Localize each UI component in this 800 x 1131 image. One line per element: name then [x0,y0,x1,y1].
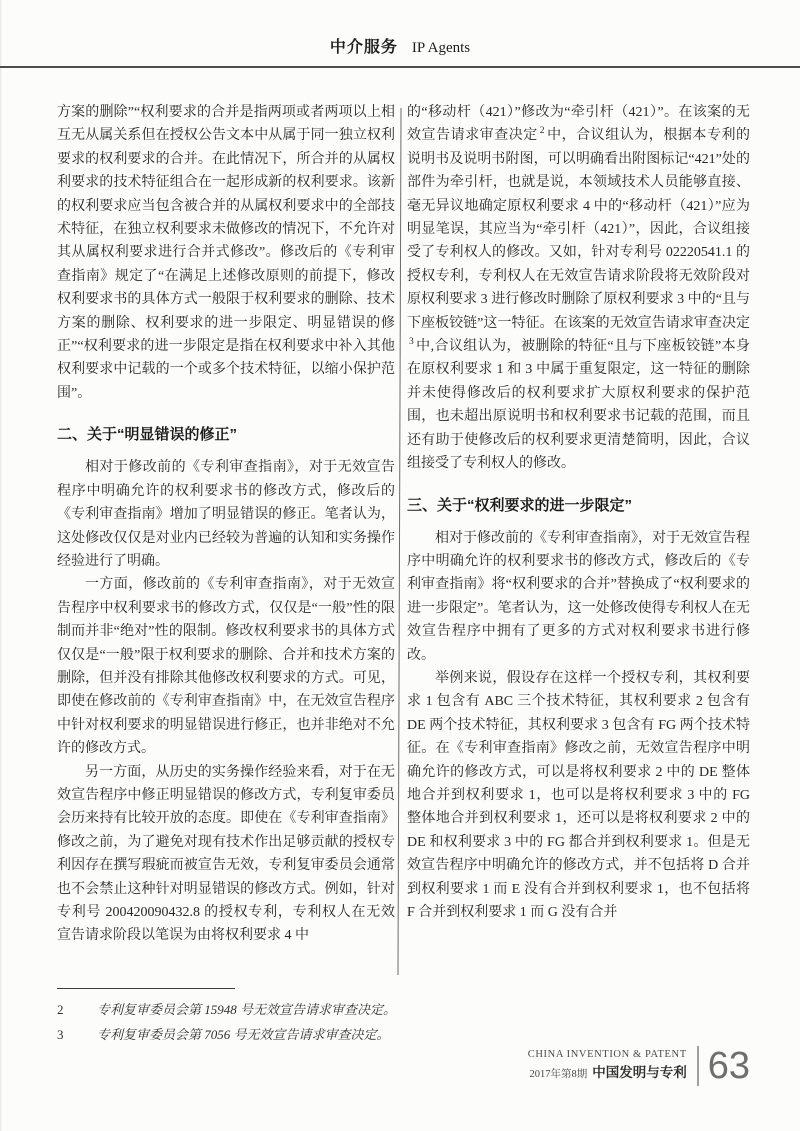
paragraph: 另一方面，从历史的实务操作经验来看，对于在无效宣告程序中修正明显错误的修改方式，专利复审委员会历来持有比较开放的态度。即使在《专利审查指南》修改之前，为了避免对现有技术作出足够贡献的授权专利因存在撰写瑕疵而被宣告无效，专利复审委员会通常也不会禁止这种针对明显错误的修改方式。例如，针对专利号 200420090432.8 的授权专利，专利权人在无效宣告请求阶段以笔误为由将权利要求 4 中 [57,764,395,944]
paragraph-case-examples [407,101,750,476]
page-header [0,34,800,57]
issue-info: 2017年第8期 [529,1068,588,1080]
paragraph-text: 中，合议组认为，根据本专利的说明书及说明书附图，可以明确看出附图标记“421”处的部件为牵引杆，也就是说，本领域技术人员能够直接、毫无异议地确定原权利要求 4 中的“移动杆（421）”应为明显笔误，其应当为“牵引杆（421）”，因此，合议组接受了专利权人的修改。又如，针对专利号 02220541.1 的授权专利，专利权人在无效宣告请求阶段将无效阶段对原权利要求 3 进行修改时删除了原权利要求 3 中的“且与下座板铰链”这一特征。在该案的无效宣告请求审查决定 [407,128,751,331]
footnote-number: 2 [57,1002,64,1017]
section-category-en: IP Agents [411,40,471,56]
footnote-text: 专利复审委员会第 15948 号无效宣告请求审查决定。 [97,1002,397,1017]
footer-journal-info [528,1048,687,1083]
page-number: 63 [707,1045,750,1087]
footnote-text: 专利复审委员会第 7056 号无效宣告请求审查决定。 [97,1027,390,1042]
paragraph: 一方面，修改前的《专利审查指南》，对于无效宣告程序中权利要求书的修改方式，仅仅是“一般”性的限制而并非“绝对”性的限制。修改权利要求书的具体方式仅仅是“一般”限于权利要求的删除、合并和技术方案的删除，但并没有排除其他修改权利要求的方式。可见，即使在修改前的《专利审查指南》中，在无效宣告程序中针对权利要求的明显错误进行修正，也并非绝对不允许的修改方式。 [57,577,395,757]
section-heading-obvious-error: 二、关于“明显错误的修正” [57,426,238,444]
footnote-number: 3 [57,1027,64,1042]
footnotes [57,997,402,1047]
left-column [57,101,395,948]
footer-divider [697,1046,699,1086]
footnote-ref-2: 2 [539,126,545,137]
paragraph: 相对于修改前的《专利审查指南》，对于无效宣告程序中明确允许的权利要求书的修改方式，修改后的《专利审查指南》将“权利要求的合并”替换成了“权利要求的进一步限定”。笔者认为，这一处修改使得专利权人在无效宣告程序中拥有了更多的方式对权利要求书进行修改。 [407,530,750,663]
page-footer [528,1046,750,1086]
section-heading-further-limitation: 三、关于“权利要求的进一步限定” [407,496,633,514]
footer-cn-line [528,1063,687,1084]
paragraph: 举例来说，假设存在这样一个授权专利，其权利要求 1 包含有 ABC 三个技术特征，其权利要求 2 包含有 DE 两个技术特征，其权利要求 3 包含有 FG 两个技术特征。在《专利审查指南》修改之前，无效宣告程序中明确允许的修改方式，可以是将权利要求 2 中的 DE 整体地合并到权利要求 1，也可以是将权利要求 3 中的 FG 整体地合并到权利要求 1，还可以是将权利要求 2 中的 DE 和权利要求 3 中的 FG 都合并到权利要求 1。但是无效宣告程序中明确允许的修改方式，并不包括将 D 合并到权利要求 1 而 E 没有合并到权利要求 1，也不包括将 F 合并到权利要求 1 而 G 没有合并 [407,670,750,920]
journal-name-cn: 中国发明与专利 [592,1064,687,1080]
paragraph-text: 的“移动杆（421）”修改为“牵引杆（421）”。在该案的无效宣告请求审查决定 [407,105,750,144]
footnote-2 [57,997,402,1022]
paragraph-text: 中,合议组认为，被删除的特征“且与下座板铰链”本身在原权利要求 1 和 3 中属于重复限定，这一特征的删除并未使得修改后的权利要求扩大原权利要求的保护范围，也未超出原说明书和权利要求书记载的范围，而且还有助于使修改后的权利要求更清楚简明，因此，合议组接受了专利权人的修改。 [407,339,750,472]
column-divider [397,108,401,975]
right-column [407,101,750,924]
header-rule [0,66,800,68]
footnote-separator [57,988,235,989]
paragraph: 相对于修改前的《专利审查指南》，对于无效宣告程序中明确允许的权利要求书的修改方式，修改后的《专利审查指南》增加了明显错误的修正。笔者认为，这处修改仅仅是对业内已经较为普遍的认知和实务操作经验进行了明确。 [57,460,395,569]
section-category-cn: 中介服务 [329,39,398,56]
paragraph-continuation: 方案的删除”“权利要求的合并是指两项或者两项以上相互无从属关系但在授权公告文本中从属于同一独立权利要求的权利要求的合并。在此情况下，所合并的从属权利要求的技术特征组合在一起形成新的权利要求。该新的权利要求应当包含被合并的从属权利要求中的全部技术特征，在独立权利要求未做修改的情况下，不允许对其从属权利要求进行合并式修改”。修改后的《专利审查指南》规定了“在满足上述修改原则的前提下，修改权利要求书的具体方式一般限于权利要求的删除、技术方案的删除、权利要求的进一步限定、明显错误的修正”“权利要求的进一步限定是指在权利要求中补入其他权利要求中记载的一个或多个技术特征，以缩小保护范围”。 [57,105,395,401]
footnote-3 [57,1022,402,1047]
footnote-ref-3: 3 [409,337,414,348]
journal-name-en: CHINA INVENTION & PATENT [527,1049,687,1061]
